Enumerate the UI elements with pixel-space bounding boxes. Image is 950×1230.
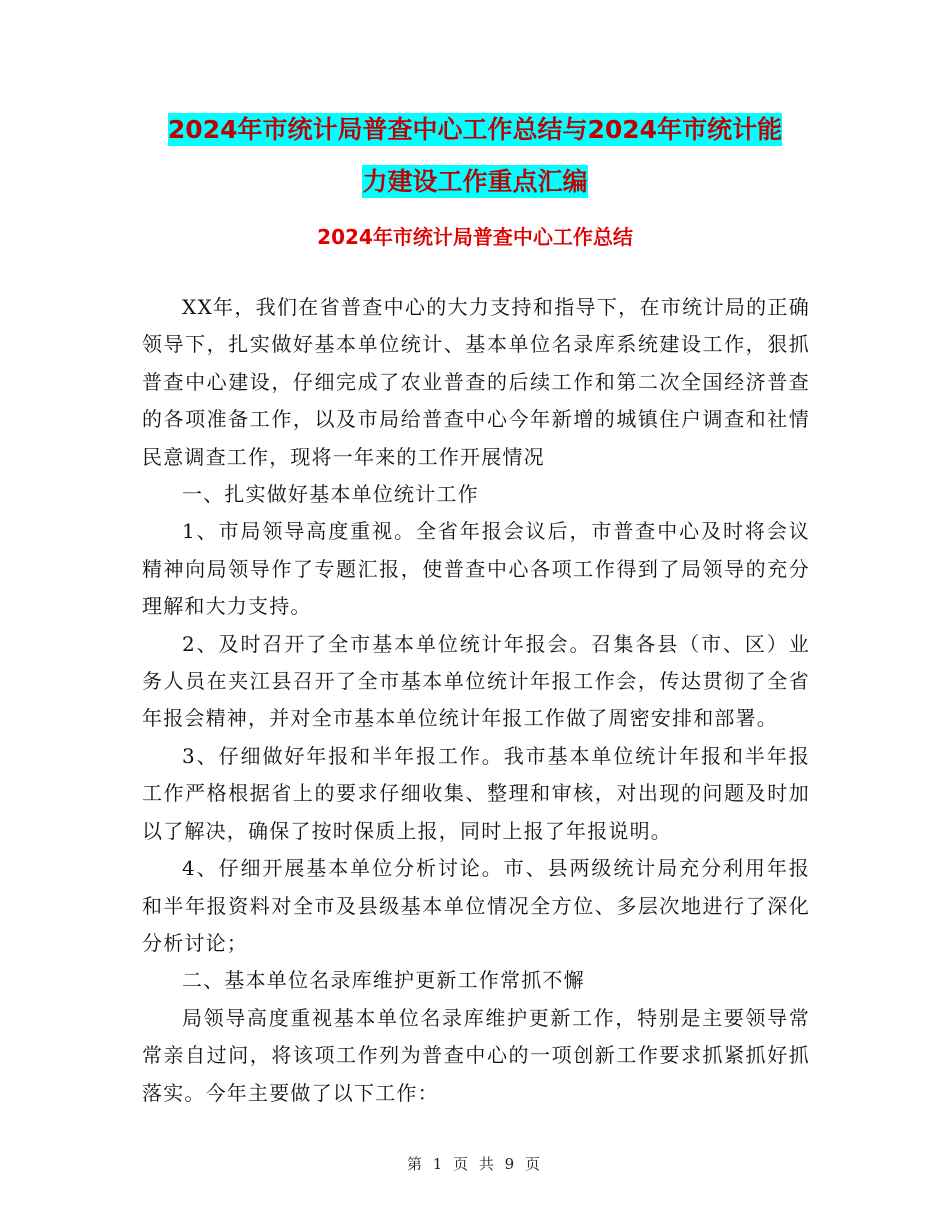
paragraph-item-3: 3、仔细做好年报和半年报工作。我市基本单位统计年报和半年报工作严格根据省上的要求仔细收集、整理和审核，对出现的问题及时加以了解决，确保了按时保质上报，同时上报了年报说明。 [142, 743, 810, 843]
paragraph-section-2: 局领导高度重视基本单位名录库维护更新工作，特别是主要领导常常亲自过问，将该项工作列为普查中心的一项创新工作要求抓紧抓好抓落实。今年主要做了以下工作： [142, 1005, 810, 1105]
heading-section-1: 一、扎实做好基本单位统计工作 [182, 482, 479, 507]
document-title-line-2: 力建设工作重点汇编 [362, 167, 588, 196]
document-title-line-1: 2024年市统计局普查中心工作总结与2024年市统计能 [167, 115, 783, 144]
document-body [142, 289, 810, 1112]
paragraph-item-2: 2、及时召开了全市基本单位统计年报会。召集各县（市、区）业务人员在夹江县召开了全市基本单位统计年报工作会，传达贯彻了全省年报会精神，并对全市基本单位统计年报工作做了周密安排和部署。 [142, 631, 810, 731]
page-footer: 第 1 页 共 9 页 [407, 1155, 543, 1173]
document-title [0, 104, 950, 208]
paragraph-item-1: 1、市局领导高度重视。全省年报会议后，市普查中心及时将会议精神向局领导作了专题汇报，使普查中心各项工作得到了局领导的充分理解和大力支持。 [142, 519, 810, 619]
heading-section-2: 二、基本单位名录库维护更新工作常抓不懈 [182, 968, 585, 993]
paragraph-item-4: 4、仔细开展基本单位分析讨论。市、县两级统计局充分利用年报和半年报资料对全市及县级基本单位情况全方位、多层次地进行了深化分析讨论； [142, 856, 810, 955]
paragraph-intro: XX年，我们在省普查中心的大力支持和指导下，在市统计局的正确领导下，扎实做好基本单位统计、基本单位名录库系统建设工作，狠抓普查中心建设，仔细完成了农业普查的后续工作和第二次全国经济普查的各项准备工作，以及市局给普查中心今年新增的城镇住户调查和社情民意调查工作，现将一年来的工作开展情况 [142, 295, 810, 469]
section-title: 2024年市统计局普查中心工作总结 [317, 225, 633, 249]
